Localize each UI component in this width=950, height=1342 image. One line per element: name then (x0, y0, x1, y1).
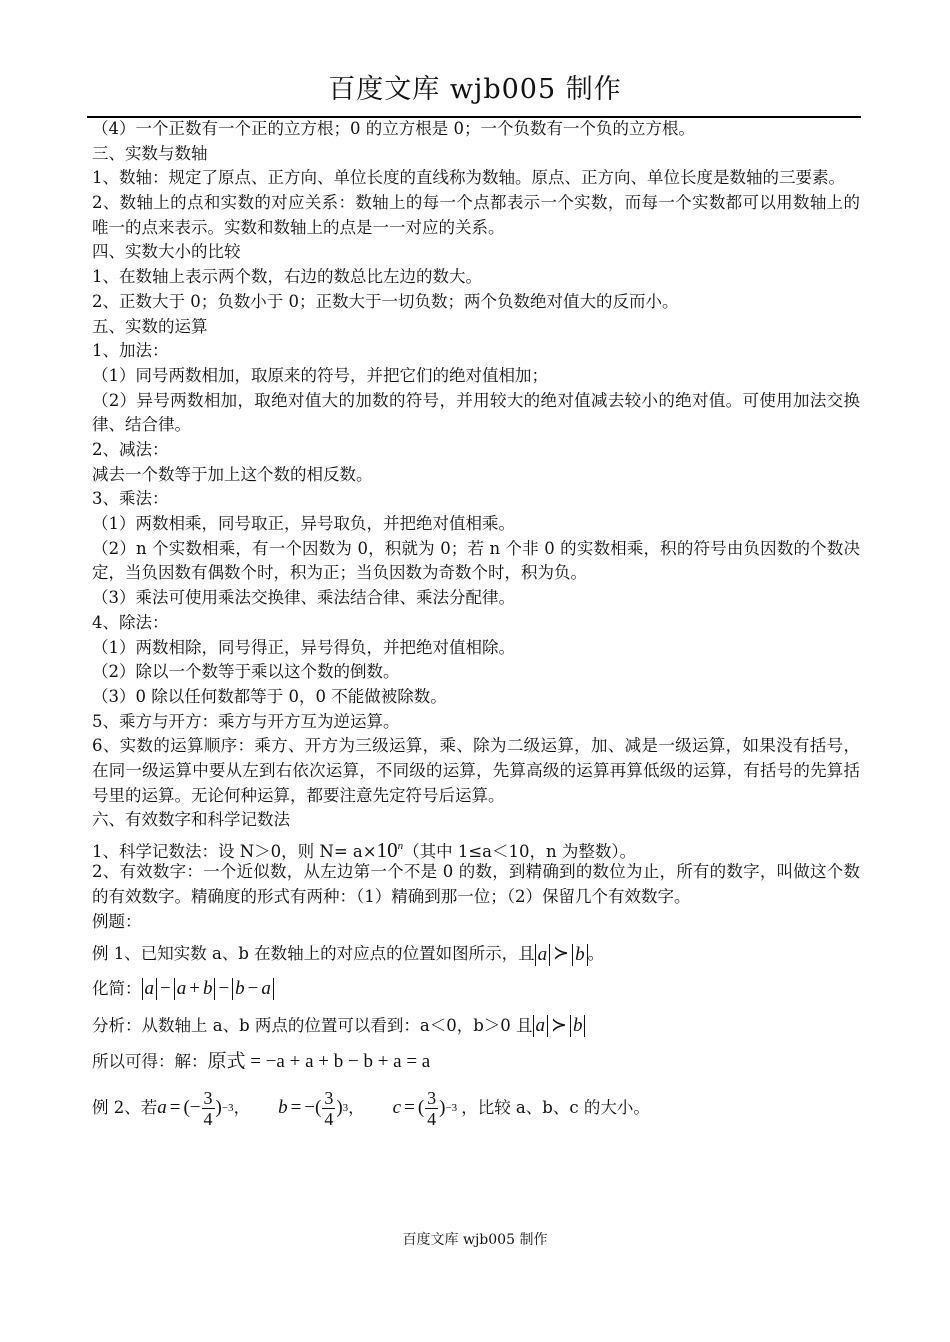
math-paren: ) (336, 1096, 343, 1118)
paragraph: 1、在数轴上表示两个数，右边的数总比左边的数大。 (92, 267, 482, 287)
abs-b: b (570, 1015, 586, 1037)
math-paren: ) (439, 1096, 446, 1118)
abs-b-minus-a (232, 978, 274, 1000)
math-exponent: 3 (342, 1101, 349, 1114)
paragraph: （2）除以一个数等于乘以这个数的倒数。 (92, 662, 400, 682)
solution-expression: 原式 = −a + a + b − b + a = a (207, 1050, 431, 1072)
math-operator: ≻ (551, 1014, 567, 1036)
paragraph: 2、有效数字：一个近似数，从左边第一个不是 0 的数，到精确到的数位为止，所有的数字，叫做这个数的有效数字。精确度的形式有两种：（1）精确到那一位；（2）保留几个有效数字。 (92, 862, 860, 906)
math-var: c (392, 1096, 402, 1118)
math-operator: ≻ (553, 943, 570, 965)
section-heading: 三、实数与数轴 (92, 143, 208, 163)
math-paren: −( (304, 1096, 322, 1118)
math-paren: ) (215, 1096, 222, 1118)
math-exponent: −3 (445, 1101, 458, 1114)
math-operator: + (189, 978, 200, 1000)
abs-a: a (533, 1015, 549, 1037)
math-exponent: n (397, 840, 404, 853)
paragraph: 减去一个数等于加上这个数的相反数。 (92, 464, 373, 484)
text-span: 例 1、已知实数 a、b 在数轴上的对应点的位置如图所示，且 (92, 944, 535, 964)
math-operator: − (160, 977, 171, 999)
math-operator: = (404, 1096, 415, 1118)
math-operator: = (290, 1096, 302, 1118)
math-exponent: −3 (221, 1101, 234, 1114)
paragraph: 6、实数的运算顺序：乘方、开方为三级运算，乘、除为二级运算，加、减是一级运算，如果没有括号，在同一级运算中要从左到右依次运算，不同级的运算，先算高级的运算再算低级的运算，有括号的先算括号里的运算。无论何种运算，都要注意先定符号后运算。 (92, 736, 860, 805)
document-body (92, 117, 860, 1137)
paragraph: 1、数轴：规定了原点、正方向、单位长度的直线称为数轴。原点、正方向、单位长度是数轴的三要素。 (92, 168, 845, 188)
fraction-numerator: 3 (427, 1087, 437, 1108)
paragraph: 3、乘法： (92, 489, 169, 509)
page-header-title: 百度文库 wjb005 制作 (328, 74, 622, 105)
paragraph: （3）0 除以任何数都等于 0，0 不能做被除数。 (92, 686, 447, 706)
paragraph: 2、数轴上的点和实数的对应关系：数轴上的每一个点都表示一个实数，而每一个实数都可以用数轴上的唯一的点来表示。实数和数轴上的点是一一对应的关系。 (92, 193, 860, 237)
text-span: 。 (587, 944, 605, 964)
abs-a-plus-b (174, 978, 216, 1000)
text-span: 分析：从数轴上 a、b 两点的位置可以看到：a＜0，b＞0 且 (92, 1015, 533, 1035)
section-heading: 六、有效数字和科学记数法 (92, 810, 290, 830)
text-span: ， (348, 1097, 365, 1117)
section-heading: 五、实数的运算 (92, 316, 208, 336)
text-span: 1、科学记数法：设 N＞0，则 N= a× (92, 842, 377, 862)
fraction-numerator: 3 (324, 1087, 334, 1108)
text-span: 例 2、若 (92, 1097, 158, 1117)
math-operator: − (247, 978, 259, 1000)
example-2-line (92, 1079, 860, 1137)
abs-b: b (572, 944, 588, 966)
math-paren: ( (417, 1096, 425, 1118)
fraction-three-fourths (202, 1088, 215, 1129)
paragraph: 2、正数大于 0；负数小于 0；正数大于一切负数；两个负数绝对值大的反而小。 (92, 291, 679, 311)
math-operator: − (218, 977, 230, 999)
paragraph: （4）一个正数有一个正的立方根；0 的立方根是 0；一个负数有一个负的立方根。 (92, 119, 695, 138)
abs-a: a (535, 944, 551, 966)
paragraph: （1）两数相除，同号得正，异号得负，并把绝对值相除。 (92, 637, 515, 657)
paragraph: 4、除法： (92, 612, 169, 632)
math-var: b (235, 978, 245, 1000)
solution-line (92, 1045, 860, 1079)
math-paren: (− (183, 1096, 201, 1118)
fraction-numerator: 3 (203, 1087, 213, 1108)
example-1-line (92, 938, 860, 971)
fraction-denominator: 4 (427, 1108, 437, 1129)
paragraph: （2）异号两数相加，取绝对值大的加数的符号，并用较大的绝对值减去较小的绝对值。可使用加法交换律、结合律。 (92, 390, 860, 435)
math-operator: = (169, 1096, 181, 1118)
fraction-denominator: 4 (203, 1108, 213, 1129)
math-var: a (157, 1096, 167, 1118)
math-var: a (176, 978, 187, 1000)
math-ten: 10 (376, 838, 398, 863)
scientific-notation-line (92, 833, 860, 863)
simplify-line (92, 971, 860, 1007)
paragraph: 2、减法： (92, 440, 169, 460)
text-span: 化简： (92, 978, 142, 998)
text-span: 所以可得：解： (92, 1051, 208, 1071)
paragraph: （1）同号两数相加，取原来的符号，并把它们的绝对值相加； (92, 365, 548, 385)
fraction-three-fourths (425, 1088, 438, 1129)
text-span: （其中 1≤a＜10，n 为整数）。 (403, 842, 637, 862)
paragraph: （1）两数相乘，同号取正，异号取负，并把绝对值相乘。 (92, 514, 515, 534)
abs-a: a (142, 978, 158, 1000)
fraction-denominator: 4 (324, 1108, 334, 1129)
paragraph: 例题： (92, 911, 142, 931)
paragraph: （3）乘法可使用乘法交换律、乘法结合律、乘法分配律。 (92, 588, 515, 608)
paragraph: （2）n 个实数相乘，有一个因数为 0，积就为 0；若 n 个非 0 的实数相乘，积的符号由负因数的个数决定，当负因数有偶数个时，积为正；当负因数为奇数个时，积为负。 (92, 538, 860, 583)
math-var: b (202, 978, 213, 1000)
paragraph: 1、加法： (92, 341, 169, 361)
section-heading: 四、实数大小的比较 (92, 242, 241, 262)
math-var: b (278, 1096, 288, 1118)
paragraph: 5、乘方与开方：乘方与开方互为逆运算。 (92, 711, 400, 731)
page-footer: 百度文库 wjb005 制作 (402, 1232, 548, 1248)
math-var: a (261, 978, 271, 1000)
fraction-three-fourths (322, 1088, 335, 1129)
analysis-line (92, 1007, 860, 1045)
text-span: ， (233, 1097, 251, 1117)
text-span: ，比较 a、b、c 的大小。 (461, 1097, 650, 1117)
